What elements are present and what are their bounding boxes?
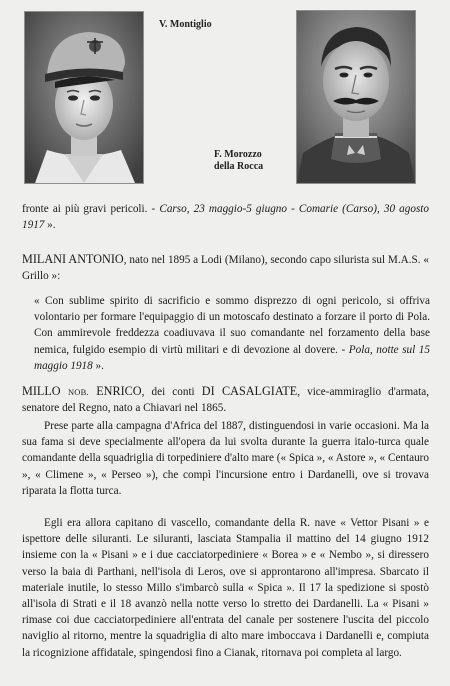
paragraph-continuation — [22, 201, 429, 233]
place-date: Pola, notte sul 15 maggio 1918 — [34, 343, 430, 372]
entry-milani-antonio — [22, 251, 429, 284]
entry-millo-enrico — [22, 383, 429, 416]
entry-family: DI CASALGIATE — [201, 384, 298, 398]
citation-milani — [34, 293, 430, 374]
entry-name-2: ENRICO — [88, 384, 142, 398]
portrait-f-morozzo-della-rocca — [296, 10, 416, 184]
portrait-v-montiglio-image — [25, 12, 143, 183]
entry-text: , dei conti — [141, 386, 202, 398]
body-paragraph: Prese parte alla campagna d'Africa del 1887, distinguendosi in varie occasioni. Ma la sua fama si deve specialmente all'opera da lui svolta durante la guerra italo-turca quale comandante della squadriglia di torpediniere d'alto mare (« Spica », « Astore », « Centauro », « Climene », « Perseo »), che compì l'incursione entro i Dardanelli, ove si trovava riparata la flotta turca. — [22, 420, 429, 497]
portrait-f-morozzo-della-rocca-image — [297, 11, 415, 183]
citation-text: « Con sublime spirito di sacrificio e sommo disprezzo di ogni pericolo, si offriva volontario per formare l'equipaggio di un motoscafo destinato a forzare il porto di Pola. Con ammirevole freddezza coadiuvava il suo comandante nel forzamento della base nemica, fulgido esempio di virtù militari e di devozione al dovere. - — [34, 295, 430, 356]
place-date: Carso, 23 maggio-5 giugno - Comarie (Carso), 30 agosto 1917 — [22, 203, 429, 232]
entry-text-2: , vice-ammiraglio d'armata, senatore del Regno, nato a Chiavari nel 1865. — [22, 386, 429, 415]
portrait-v-montiglio — [24, 11, 144, 184]
entry-name: MILANI ANTONIO — [22, 252, 124, 266]
caption-line-1: F. Morozzo — [214, 149, 262, 160]
caption-f-morozzo-della-rocca — [214, 149, 263, 173]
body-paragraph: Egli era allora capitano di vascello, comandante della R. nave « Vettor Pisani » e ispettore delle siluranti. Le siluranti, lasciata Stampalia il mattino del 14 giugno 1912 insieme con la « Pisani » e i due cacciatorpediniere « Borea » e « Nembo », si diressero verso la baia di Parthani, nell'isola di Leros, ove si approntarono all'impresa. Sbarcato il materiale inutile, lo stesso Millo s'imbarcò sulla « Spica ». Il 17 la spedizione si spostò all'isola di Strati e il 18 avanzò nella notte verso lo stretto dei Dardanelli. La « Pisani » rimase coi due cacciatorpediniere all'entrata del canale per sostenere l'uscita del piccolo naviglio al ritorno, mentre la squadriglia di alto mare imboccava i Dardanelli e, compiuta la ricognizione affidatale, spingendosi fino a Cianak, ritornava poi completa al largo. — [22, 517, 429, 659]
entry-name: MILLO — [22, 384, 68, 398]
entry-title-nob: NOB. — [67, 387, 89, 397]
caption-v-montiglio: V. Montiglio — [159, 19, 212, 30]
caption-line-2: della Rocca — [214, 161, 264, 172]
text-end: ». — [92, 359, 104, 372]
text-end: ». — [44, 219, 56, 232]
entry-text: , nato nel 1895 a Lodi (Milano), secondo capo silurista sul M.A.S. « Grillo »: — [22, 254, 429, 283]
text: fronte ai più gravi pericoli. - — [22, 203, 160, 215]
